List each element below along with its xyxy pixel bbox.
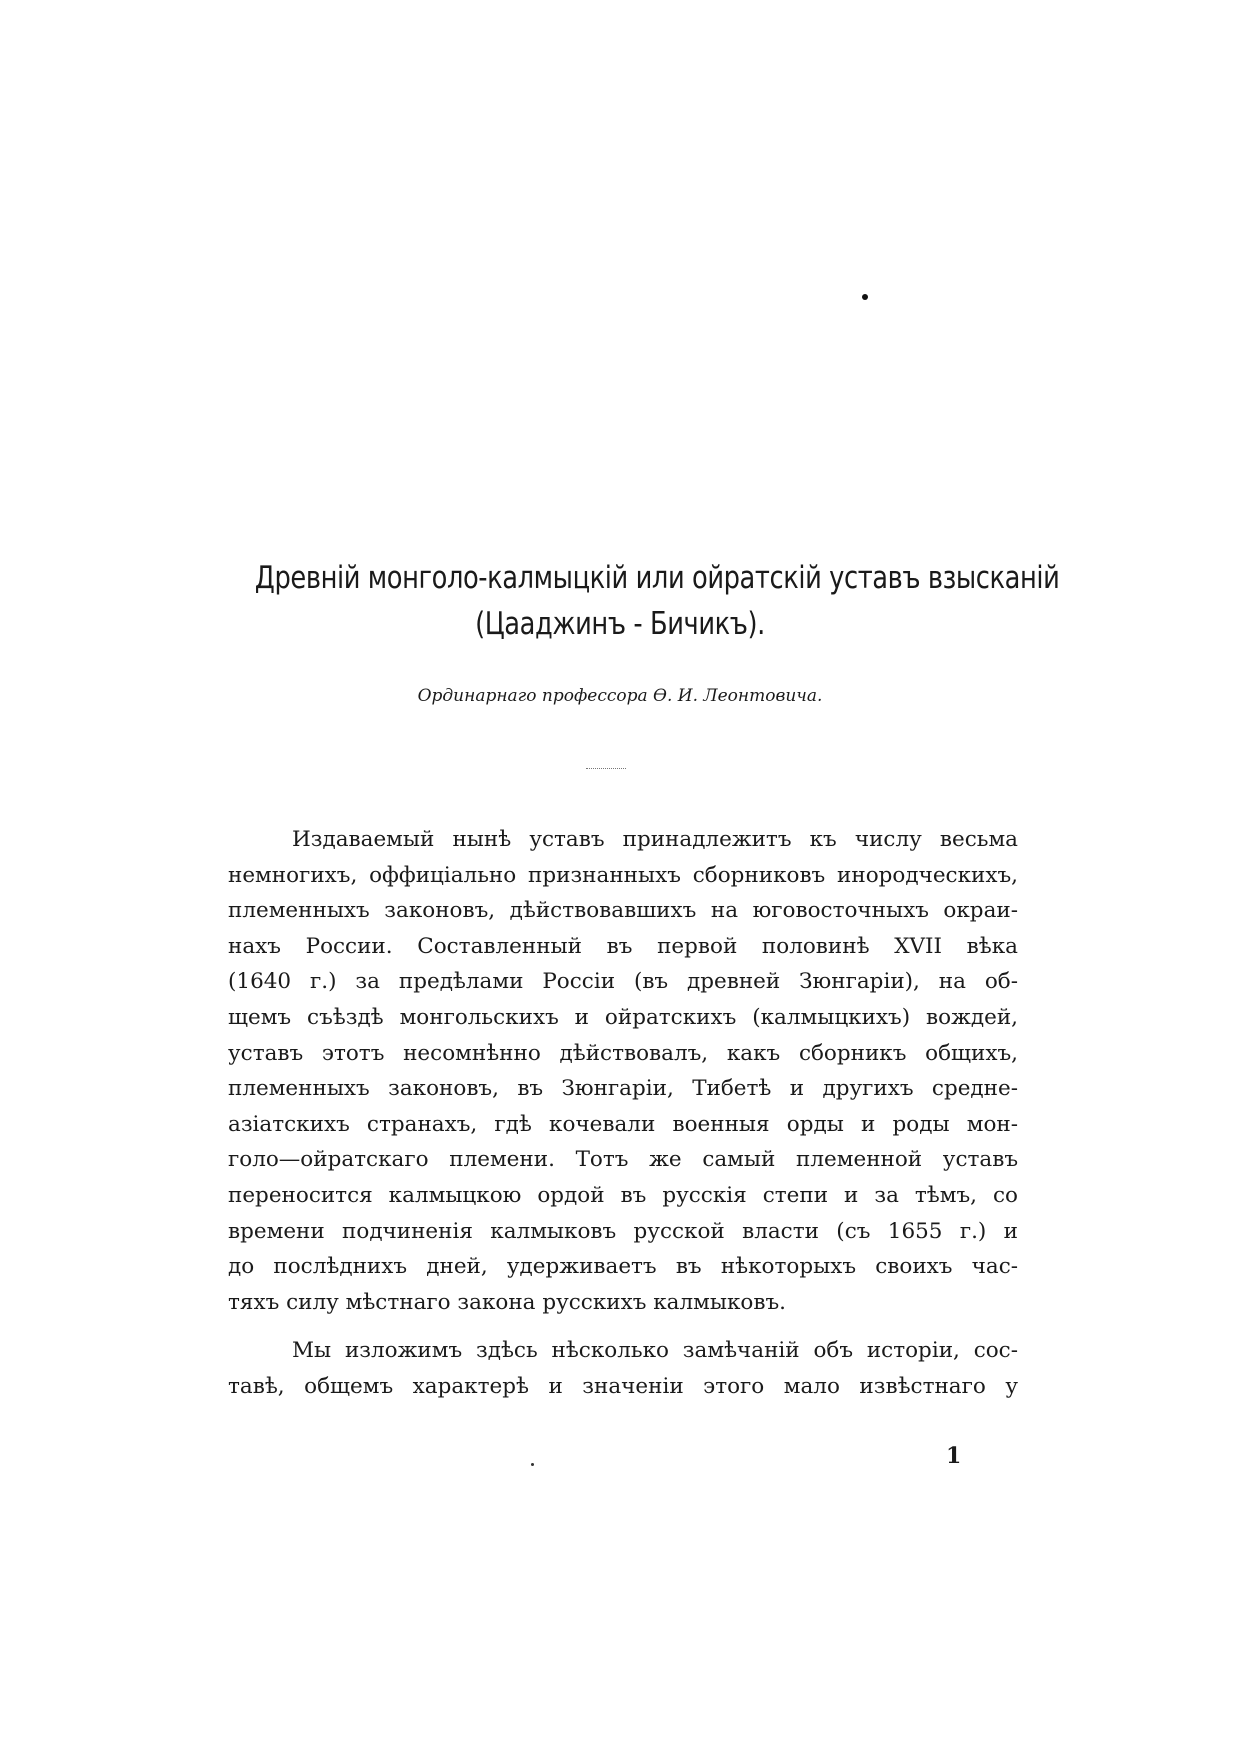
ink-speck [862, 294, 868, 300]
text-line: голо—ойратскаго племени. Тотъ же самый племенной уставъ [228, 1147, 1018, 1173]
text-line: племенныхъ законовъ, дѣйствовавшихъ на юговосточныхъ окраи- [228, 898, 1018, 924]
author-byline: Ординарнаго профессора Ѳ. И. Леонтовича. [417, 686, 823, 706]
text-line: нахъ России. Составленный въ первой половинѣ XVII вѣка [228, 933, 1018, 959]
text-line: щемъ съѣздѣ монгольскихъ и ойратскихъ (калмыцкихъ) вождей, [228, 1004, 1018, 1030]
paragraph-2 [228, 1333, 1018, 1404]
title-line-2: (Цааджинъ - Бичикъ). [475, 606, 765, 642]
text-line: времени подчиненія калмыковъ русской власти (съ 1655 г.) и [228, 1218, 1018, 1244]
article-title [254, 555, 1060, 647]
stray-dot [531, 1463, 534, 1466]
body-text [228, 822, 1018, 1418]
text-line: племенныхъ законовъ, въ Зюнгаріи, Тибетѣ и другихъ средне- [228, 1076, 1018, 1102]
paragraph-1 [228, 822, 1018, 1320]
text-line: тавѣ, общемъ характерѣ и значеніи этого мало извѣстнаго у [228, 1373, 1018, 1399]
text-line: тяхъ силу мѣстнаго закона русскихъ калмыковъ. [228, 1289, 786, 1315]
text-line: до послѣднихъ дней, удерживаетъ въ нѣкоторыхъ своихъ час- [228, 1254, 1018, 1280]
text-line: уставъ этотъ несомнѣнно дѣйствовалъ, какъ сборникъ общихъ, [228, 1040, 1018, 1066]
text-line: (1640 г.) за предѣлами Россіи (въ древней Зюнгаріи), на об- [228, 969, 1018, 995]
title-line-1: Древній монголо-калмыцкій или ойратскій уставъ взысканій [254, 560, 1060, 596]
text-line: немногихъ, оффиціально признанныхъ сборниковъ инородческихъ, [228, 862, 1018, 888]
text-line: азіатскихъ странахъ, гдѣ кочевали военныя орды и роды мон- [228, 1111, 1018, 1137]
text-line: переносится калмыцкою ордой въ русскія степи и за тѣмъ, со [228, 1182, 1018, 1208]
text-line: Мы изложимъ здѣсь нѣсколько замѣчаній объ исторіи, сос- [292, 1338, 1018, 1364]
page-number: 1 [946, 1443, 962, 1469]
text-line: Издаваемый нынѣ уставъ принадлежитъ къ числу весьма [292, 827, 1018, 852]
separator-ornament [586, 768, 626, 772]
